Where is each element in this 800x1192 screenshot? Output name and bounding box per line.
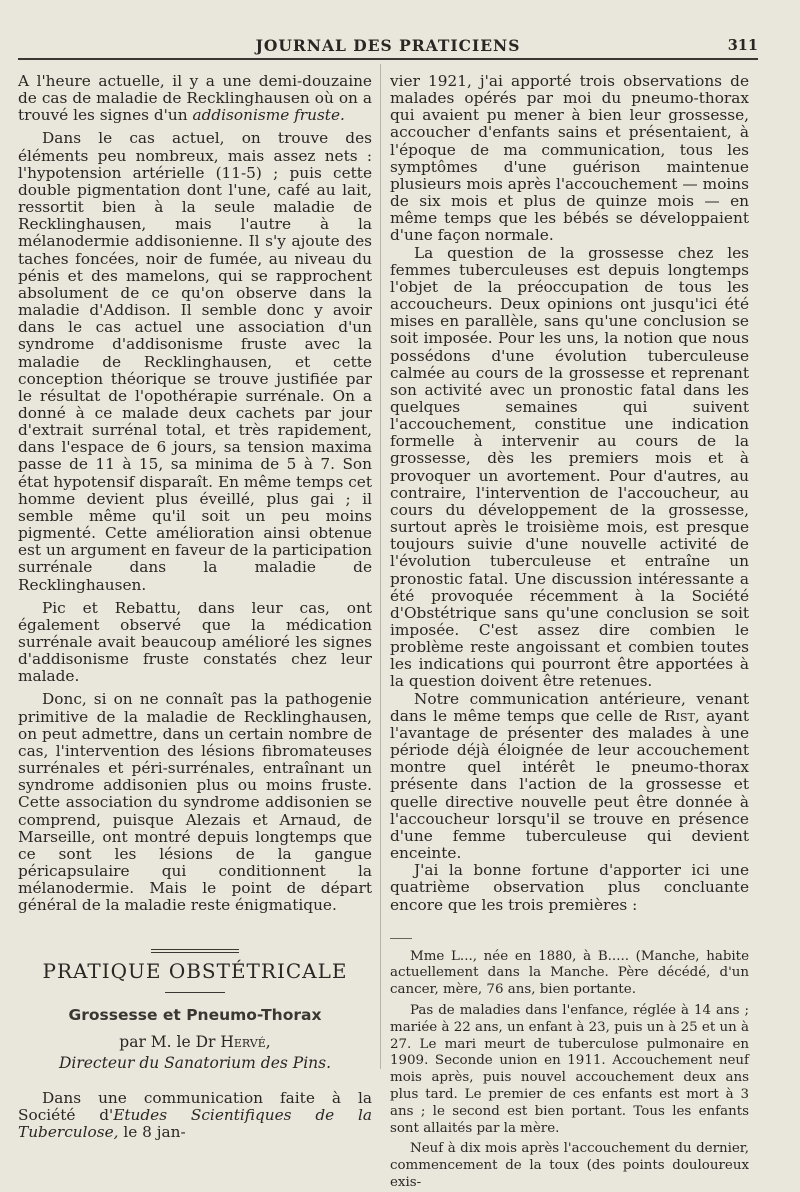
paragraph <box>390 691 749 863</box>
case-report: Mme L..., née en 1880, à B..... (Manche, habite actuellement dans la Manche. Père décédé, d'un cancer, mère, 76 ans, bien portante. <box>390 948 749 998</box>
paragraph <box>18 1090 372 1141</box>
author-role: Directeur du Sanatorium des Pins. <box>58 1053 332 1072</box>
column-divider <box>380 64 381 1069</box>
section-title: PRATIQUE OBSTÉTRICALE <box>42 958 348 983</box>
italic-term: addisonisme fruste. <box>192 106 345 125</box>
case-separator <box>390 938 412 939</box>
paragraph-text: , ayant l'avantage de présenter des malades à une période déjà éloignée de leur accouchement montre quel intérêt le pneumo-thorax présente dans l'action de la grossesse et quelle directive nouvelle peut être donnée à l'accoucheur lorsqu'il se trouve en présence d'une femme tuberculeuse qui devient enceinte. <box>390 706 750 863</box>
section-rule-bottom <box>165 992 225 993</box>
paragraph-text: Notre communication antérieure, venant dans le même temps que celle de <box>390 689 749 725</box>
section-rule-top <box>151 949 239 953</box>
italic-term: Etudes Scientifiques de la Tuberculose, <box>18 1106 373 1142</box>
case-report: Pas de maladies dans l'enfance, réglée à 14 ans ; mariée à 22 ans, un enfant à 23, puis un à 25 et un à 27. Le mari meurt de tuberculose pulmonaire en 1909. Seconde union en 1911. Accouchement neuf mois après, puis nouvel accouchement deux ans plus tard. Le premier de ces enfants est mort à 3 ans ; le second est bien portant. Tous les enfants sont allaités par la mère. <box>390 1003 749 1136</box>
byline <box>18 1034 372 1051</box>
paragraph <box>18 73 372 124</box>
page-number: 311 <box>727 37 758 54</box>
author-name: Hervé, <box>220 1032 271 1051</box>
section-heading-block <box>18 949 372 1073</box>
byline-prefix: par M. le Dr <box>119 1032 221 1051</box>
paragraph-text: le 8 jan- <box>118 1123 186 1142</box>
cited-author: Rist <box>664 706 695 725</box>
paragraph-text: A l'heure actuelle, il y a une demi-douzaine de cas de maladie de Recklinghausen où on a trouvé les signes d'un <box>18 72 372 125</box>
paragraph: Dans le cas actuel, on trouve des éléments peu nombreux, mais assez nets : l'hypotension artérielle (11-5) ; puis cette double pigmentation dont l'une, café au lait, ressortit bien à la seule maladie de Recklinghausen, mais l'autre à la mélanodermie addisonienne. Il s'y ajoute des taches foncées, noir de fumée, au niveau du pénis et des mamelons, qui se rapprochent absolument de ce qu'on observe dans la maladie d'Addison. Il semble donc y avoir dans le cas actuel une association d'un syndrome d'addisonisme fruste avec la maladie de Recklinghausen, et cette conception théorique se trouve justifiée par le résultat de l'opothérapie surrénale. On a donné à ce malade deux cachets par jour d'extrait surrénal total, et très rapidement, dans l'espace de 6 jours, sa tension maxima passe de 11 à 15, sa minima de 5 à 7. Son état hypotensif disparaît. En même temps cet homme devient plus éveillé, plus gai ; il semble même qu'il soit un peu moins pigmenté. Cette amélioration ainsi obtenue est un argument en faveur de la participation surrénale dans la maladie de Recklinghausen. <box>18 129 372 594</box>
paragraph-text: Dans une communication faite à la Société d' <box>18 1089 372 1125</box>
paragraph: Donc, si on ne connaît pas la pathogenie primitive de la maladie de Recklinghausen, on peut admettre, dans un certain nombre de cas, l'intervention des lésions fibromateuses surrénales et péri-surrénales, entraînant un syndrome addisonien plus ou moins fruste. Cette association du syndrome addisonien se comprend, puisque Alezais et Arnaud, de Marseille, ont montré depuis longtemps que ce sont les lésions de la gangue péricapsulaire qui conditionnent la mélanodermie. Mais le point de départ général de la maladie reste énigmatique. <box>18 690 372 915</box>
case-report: Neuf à dix mois après l'accouchement du dernier, commencement de la toux (des points douloureux exis- <box>390 1141 749 1191</box>
left-column <box>18 73 372 1142</box>
journal-title: JOURNAL DES PRATICIENS <box>255 36 521 55</box>
paragraph: J'ai la bonne fortune d'apporter ici une quatrième observation plus concluante encore que les trois premières : <box>390 861 749 914</box>
paragraph: vier 1921, j'ai apporté trois observations de malades opérés par moi du pneumo-thorax qui avaient pu mener à bien leur grossesse, accoucher d'enfants sains et présentaient, à l'époque de ma communication, tous les symptômes d'une guérison maintenue plusieurs mois après l'accouchement — moins de six mois et plus de quinze mois — en même temps que les bébés se développaient d'une façon normale. <box>390 72 749 245</box>
right-column <box>390 73 749 1192</box>
article-title: Grossesse et Pneumo-Thorax <box>68 1005 322 1024</box>
paragraph: Pic et Rebattu, dans leur cas, ont également observé que la médication surrénale avait beaucoup amélioré les signes d'addisonisme fruste constatés chez leur malade. <box>18 598 372 686</box>
page-header <box>18 36 758 60</box>
paragraph: La question de la grossesse chez les femmes tuberculeuses est depuis longtemps l'objet de la préoccupation de tous les accoucheurs. Deux opinions ont jusqu'ici été mises en parallèle, sans qu'une conclusion se soit imposée. Pour les uns, la notion que nous possédons d'une évolution tuberculeuse calmée au cours de la grossesse et reprenant son activité avec un pronostic fatal dans les quelques semaines qui suivent l'accouchement, constitue une indication formelle à intervenir au cours de la grossesse, dès les premiers mois et à provoquer un avortement. Pour d'autres, au contraire, l'intervention de l'accoucheur, au cours du développement de la grossesse, surtout après le troisième mois, est presque toujours suivie d'une nouvelle activité de l'évolution tuberculeuse et entraîne un pronostic fatal. Une discussion intéressante a été provoquée récemment à la Société d'Obstétrique sans qu'une conclusion se soit imposée. C'est assez dire combien le problème reste angoissant et combien toutes les indications qui pourront être apportées à la question doivent être retenues. <box>390 243 749 691</box>
